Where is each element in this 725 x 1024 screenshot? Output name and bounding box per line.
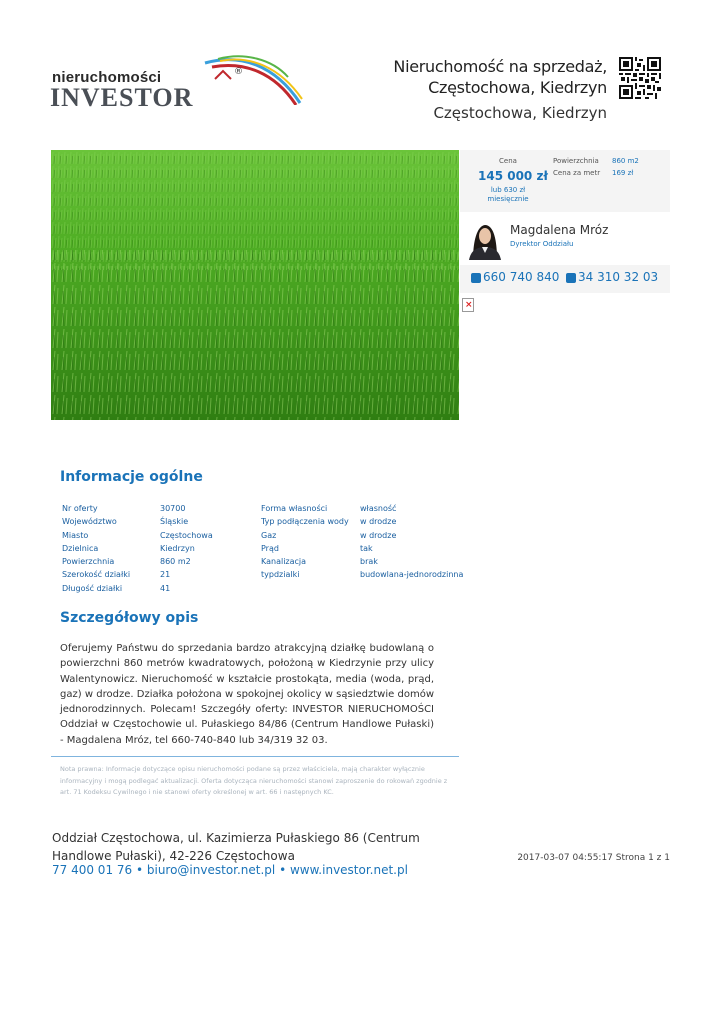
info-value: Kiedrzyn — [160, 544, 195, 553]
broken-image-icon: × — [462, 298, 474, 312]
info-value: 21 — [160, 570, 171, 579]
info-label: Miasto — [62, 531, 89, 540]
footer-address: Oddział Częstochowa, ul. Kazimierza Pułaskiego 86 (Centrum Handlowe Pułaski), 42-226 Częstochowa — [52, 831, 420, 863]
info-value: 30700 — [160, 504, 186, 513]
agent-name: Magdalena Mróz — [510, 223, 609, 237]
logo-text-bottom: INVESTOR — [50, 83, 194, 112]
info-value: w drodze — [360, 531, 397, 540]
phone-icon — [566, 273, 576, 283]
agent-avatar — [463, 217, 506, 260]
info-label: Prąd — [261, 544, 279, 553]
info-label: Forma własności — [261, 504, 328, 513]
info-value: w drodze — [360, 517, 397, 526]
info-label: Typ podłączenia wody — [261, 517, 349, 526]
info-label: Powierzchnia — [62, 557, 115, 566]
property-photo — [51, 150, 459, 420]
price-label: Cena — [499, 157, 517, 165]
details-heading: Szczegółowy opis — [60, 610, 199, 626]
monthly-price: lub 630 zł miesięcznie — [487, 186, 529, 203]
info-label: Szerokość działki — [62, 570, 131, 579]
info-value: Śląskie — [160, 517, 189, 526]
footer-date-page: 2017-03-07 04:55:17 Strona 1 z 1 — [517, 853, 670, 863]
phone-icon — [471, 273, 481, 283]
info-label: Dzielnica — [62, 544, 99, 553]
footer-contact[interactable]: 77 400 01 76 • biuro@investor.net.pl • www.investor.net.pl — [52, 863, 408, 877]
info-label: Kanalizacja — [261, 557, 307, 566]
company-logo — [50, 55, 255, 113]
info-label: Długość działki — [62, 584, 123, 593]
divider — [51, 756, 459, 757]
legal-note: Nota prawna: Informacje dotyczące opisu nieruchomości podane są przez właściciela, mają charakter wyłącznie informacyjny i mogą podlegać aktualizacji. Oferta dotycząca nieruchomości stanowi zaproszenie do rokowań zgodnie z art. 71 Kodeksu Cywilnego i nie stanowi oferty określonej w art. 66 i następnych KC. — [60, 765, 448, 796]
info-value: Częstochowa — [160, 531, 213, 540]
info-value: brak — [360, 557, 378, 566]
price-per-meter-value: 169 zł — [612, 169, 634, 177]
logo-registered-mark: ® — [234, 67, 243, 77]
price-value: 145 000 zł — [478, 169, 548, 183]
area-label: Powierzchnia — [553, 157, 599, 165]
page-subtitle: Częstochowa, Kiedrzyn — [433, 104, 607, 122]
general-info-heading: Informacje ogólne — [60, 469, 203, 485]
info-value: budowlana-jednorodzinna — [360, 570, 464, 579]
info-value: własność — [360, 504, 397, 513]
info-label: typdzialki — [261, 570, 300, 579]
page-title: Nieruchomość na sprzedaż, Częstochowa, Kiedrzyn — [393, 57, 607, 97]
agent-phone-2[interactable]: 34 310 32 03 — [578, 270, 659, 284]
qr-code-icon — [619, 57, 661, 99]
info-label: Gaz — [261, 531, 277, 540]
agent-role: Dyrektor Oddziału — [510, 240, 574, 248]
info-value: 860 m2 — [160, 557, 191, 566]
logo-text-top: nieruchomości — [52, 69, 162, 86]
area-value: 860 m2 — [612, 157, 639, 165]
info-label: Województwo — [62, 517, 117, 526]
agent-phone-1[interactable]: 660 740 840 — [483, 270, 560, 284]
info-value: tak — [360, 544, 373, 553]
property-description: Oferujemy Państwu do sprzedania bardzo atrakcyjną działkę budowlaną o powierzchni 860 metrów kwadratowych, położoną w Kiedrzynie przy ulicy Walentynowicz. Nieruchomość w kształcie prostokąta, media (woda, prąd, gaz) w drodze. Działka położona w spokojnej okolicy w sąsiedztwie domów jednorodzinnych. Polecam! Szczegóły oferty: INVESTOR NIERUCHOMOŚCI Oddział w Częstochowie ul. Pułaskiego 84/86 (Centrum Handlowe Pułaski) - Magdalena Mróz, tel 660-740-840 lub 34/319 32 03. — [60, 643, 434, 746]
house-icon — [213, 69, 233, 87]
info-value: 41 — [160, 584, 171, 593]
price-per-meter-label: Cena za metr — [553, 169, 601, 177]
info-label: Nr oferty — [62, 504, 98, 513]
